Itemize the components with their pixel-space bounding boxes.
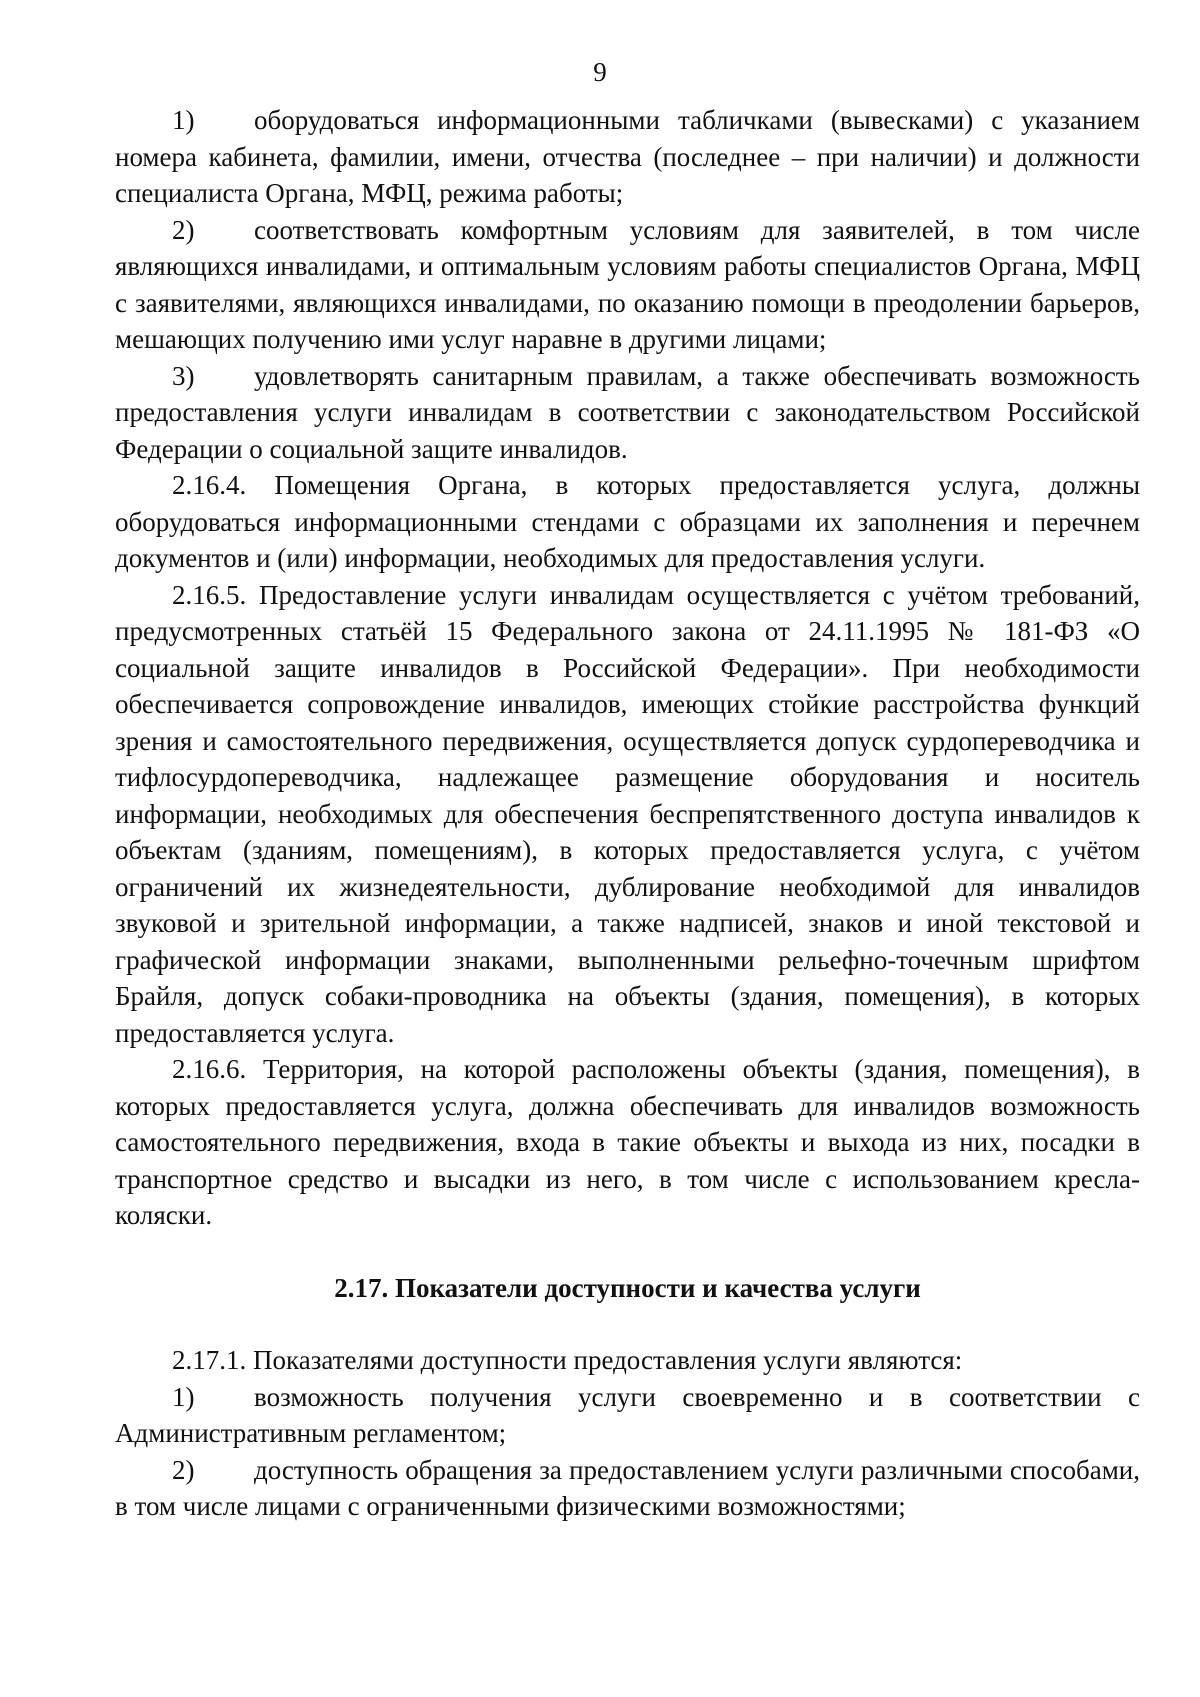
- list-item-text: оборудоваться информационными табличками (вывесками) с указанием номера кабинета, фамилии, имени, отчества (последнее – при наличии) и должности специалиста Органа, МФЦ, режима работы;: [115, 105, 1140, 208]
- section-intro: 2.17.1. Показателями доступности предоставления услуги являются:: [172, 1345, 963, 1375]
- list-item-text: доступность обращения за предоставлением услуги различными способами, в том числе лицами с ограниченными физическими возможностями;: [115, 1454, 1140, 1521]
- list-item: [115, 102, 1140, 212]
- list-item-number: 2): [172, 214, 195, 245]
- document-body: [115, 102, 1140, 1525]
- list-item-number: 1): [172, 1381, 195, 1412]
- list-item: [115, 1379, 1140, 1452]
- paragraph-2-16-4: 2.16.4. Помещения Органа, в которых предоставляется услуга, должны оборудоваться информационными стендами с образцами их заполнения и перечнем документов и (или) информации, необходимых для предоставления услуги.: [115, 470, 1140, 573]
- section-heading: 2.17. Показатели доступности и качества услуги: [334, 1272, 921, 1303]
- page-number: 9: [593, 57, 607, 87]
- list-item-text: возможность получения услуги своевременно и в соответствии с Административным регламентом;: [115, 1381, 1140, 1448]
- list-item-text: удовлетворять санитарным правилам, а также обеспечивать возможность предоставления услуги инвалидам в соответствии с законодательством Российской Федерации о социальной защите инвалидов.: [115, 360, 1140, 464]
- paragraph-2-16-5: 2.16.5. Предоставление услуги инвалидам осуществляется с учётом требований, предусмотренных статьёй 15 Федерального закона от 24.11.1995 № 181-ФЗ «О социальной защите инвалидов в Российской Федерации». При необходимости обеспечивается сопровождение инвалидов, имеющих стойкие расстройства функций зрения и самостоятельного передвижения, осуществляется допуск сурдопереводчика и тифлосурдопереводчика, надлежащее размещение оборудования и носитель информации, необходимых для обеспечения беспрепятственного доступа инвалидов к объектам (зданиям, помещениям), в которых предоставляется услуга, с учётом ограничений их жизнедеятельности, дублирование необходимой для инвалидов звуковой и зрительной информации, а также надписей, знаков и иной текстовой и графической информации знаками, выполненными рельефно-точечным шрифтом Брайля, допуск собаки-проводника на объекты (здания, помещения), в которых предоставляется услуга.: [115, 579, 1140, 1048]
- list-item-text: соответствовать комфортным условиям для заявителей, в том числе являющихся инвалидами, и оптимальным условиям работы специалистов Органа, МФЦ с заявителями, являющихся инвалидами, по оказанию помощи в преодолении барьеров, мешающих получению ими услуг наравне в другими лицами;: [115, 214, 1140, 354]
- list-item-number: 1): [172, 105, 195, 135]
- list-item: [115, 1452, 1140, 1525]
- paragraph-2-16-6: 2.16.6. Территория, на которой расположены объекты (здания, помещения), в которых предоставляется услуга, должна обеспечивать для инвалидов возможность самостоятельного передвижения, входа в такие объекты и выхода из них, посадки в транспортное средство и высадки из него, в том числе с использованием кресла-коляски.: [115, 1054, 1140, 1230]
- list-item: [115, 358, 1140, 468]
- list-item: [115, 212, 1140, 358]
- list-item-number: 2): [172, 1454, 195, 1485]
- list-item-number: 3): [172, 360, 195, 391]
